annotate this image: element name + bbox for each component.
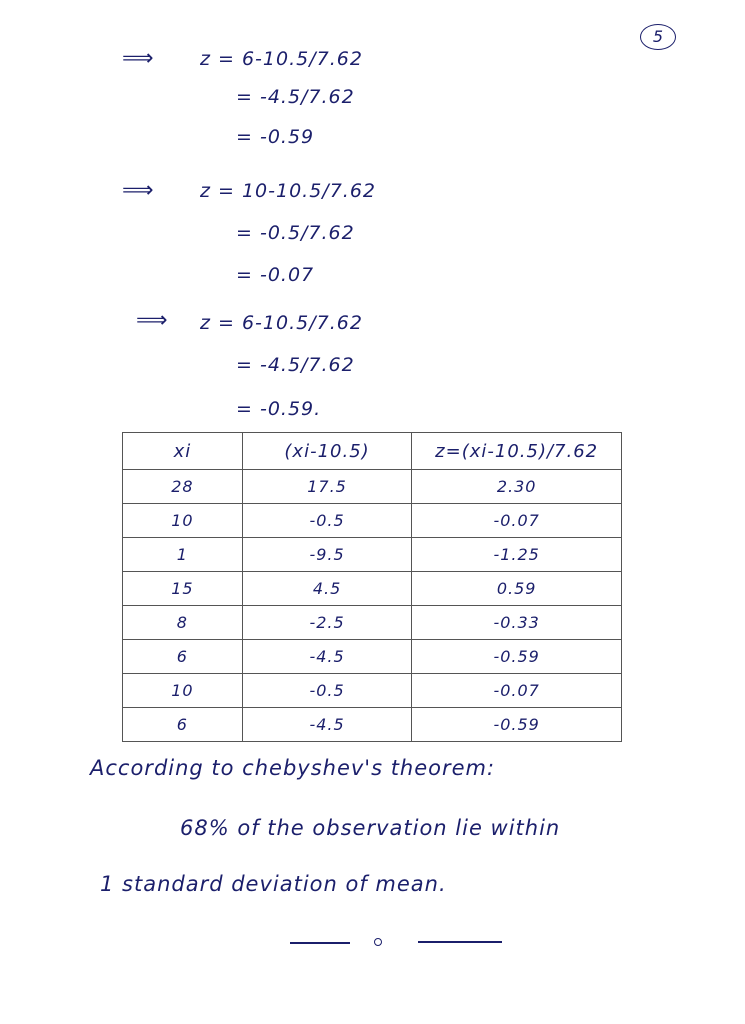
step2-line3: = -0.07	[236, 264, 315, 286]
conclusion-line2: 68% of the observation lie within	[180, 816, 561, 840]
end-rule-left	[290, 942, 350, 944]
table-cell: 2.30	[412, 470, 622, 504]
table-cell: -0.59	[412, 640, 622, 674]
table-cell: 10	[123, 674, 243, 708]
table-row	[123, 606, 622, 640]
step1-line2: = -4.5/7.62	[236, 86, 355, 108]
table-cell: 6	[123, 708, 243, 742]
table-row	[123, 572, 622, 606]
table-cell: 4.5	[242, 572, 412, 606]
end-rule-right	[418, 941, 502, 943]
table-cell: -9.5	[242, 538, 412, 572]
step1-line1: z = 6-10.5/7.62	[200, 48, 363, 70]
conclusion-line3: 1 standard deviation of mean.	[100, 872, 447, 896]
table-cell: 6	[123, 640, 243, 674]
step3-line1: z = 6-10.5/7.62	[200, 312, 363, 334]
implies-arrow-icon: ⟹	[122, 46, 154, 71]
table-row	[123, 640, 622, 674]
table-cell: -4.5	[242, 640, 412, 674]
implies-arrow-icon: ⟹	[122, 178, 154, 203]
table-cell: -0.59	[412, 708, 622, 742]
table-cell: 10	[123, 504, 243, 538]
step3-line2: = -4.5/7.62	[236, 354, 355, 376]
end-circle-icon	[374, 938, 382, 946]
conclusion-line1: According to chebyshev's theorem:	[90, 756, 496, 780]
table-cell: 8	[123, 606, 243, 640]
table-cell: -0.5	[242, 504, 412, 538]
header-cell-deviation: (xi-10.5)	[242, 433, 412, 470]
step2-line1: z = 10-10.5/7.62	[200, 180, 377, 202]
table-cell: -0.33	[412, 606, 622, 640]
table-header-row	[123, 433, 622, 470]
table-row	[123, 708, 622, 742]
table-cell: -1.25	[412, 538, 622, 572]
step1-line3: = -0.59	[236, 126, 315, 148]
page-number-badge: 5	[640, 24, 676, 50]
table-row	[123, 470, 622, 504]
header-cell-z: z=(xi-10.5)/7.62	[412, 433, 622, 470]
table-cell: 28	[123, 470, 243, 504]
table-cell: -2.5	[242, 606, 412, 640]
table-cell: 0.59	[412, 572, 622, 606]
header-cell-xi: xi	[123, 433, 243, 470]
table-cell: 1	[123, 538, 243, 572]
table-cell: -0.07	[412, 674, 622, 708]
table-cell: -4.5	[242, 708, 412, 742]
table-cell: -0.07	[412, 504, 622, 538]
step3-line3: = -0.59.	[236, 398, 322, 420]
table-cell: -0.5	[242, 674, 412, 708]
step2-line2: = -0.5/7.62	[236, 222, 355, 244]
z-score-table	[122, 432, 622, 742]
implies-arrow-icon: ⟹	[136, 308, 168, 333]
table-cell: 15	[123, 572, 243, 606]
table-row	[123, 538, 622, 572]
table-row	[123, 504, 622, 538]
table-cell: 17.5	[242, 470, 412, 504]
table-row	[123, 674, 622, 708]
